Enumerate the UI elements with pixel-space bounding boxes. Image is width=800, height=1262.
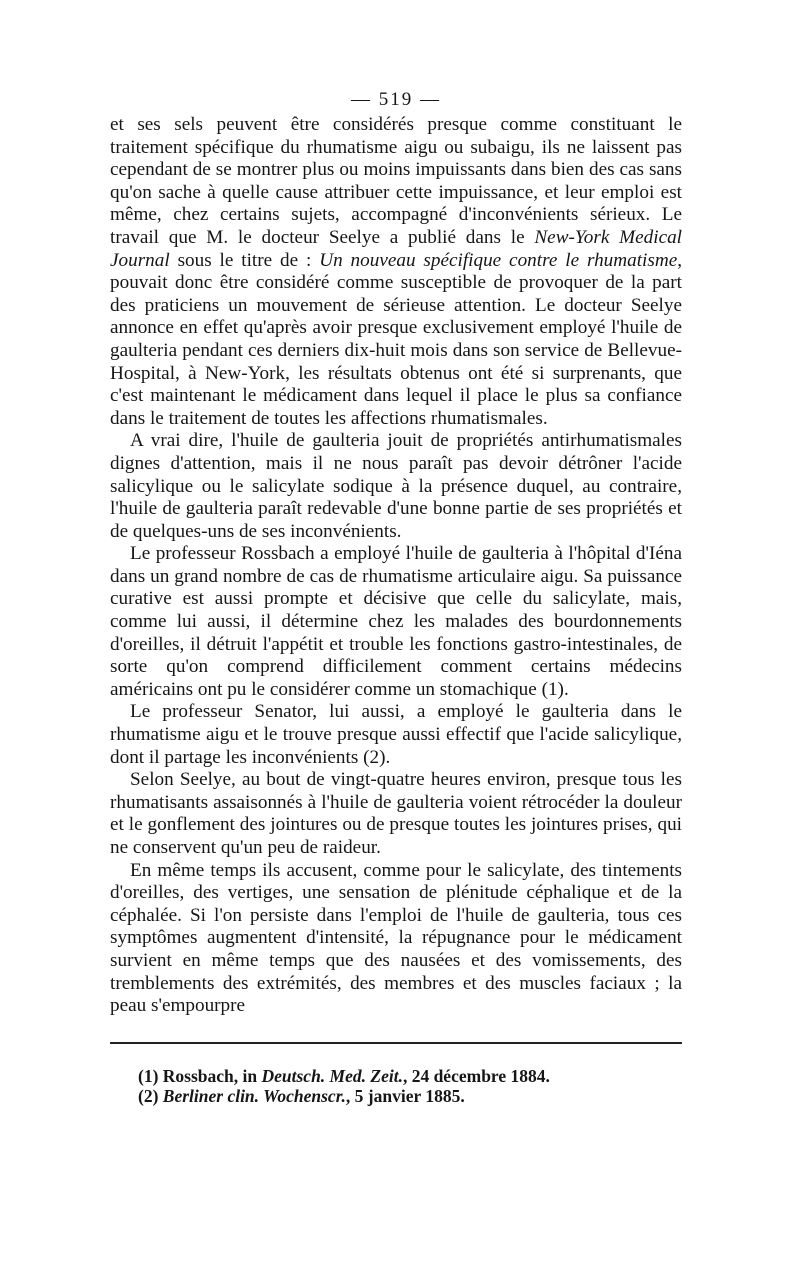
footnote-1 bbox=[138, 1066, 682, 1086]
journal-title: New-York Medical Journal bbox=[110, 226, 683, 271]
paragraph-5: Selon Seelye, au bout de vingt-quatre heures environ, presque tous les rhumatisants assaisonnés à l'huile de gaulteria voient rétrocéder la douleur et le gonflement des jointures ou de presque toutes les jointures prises, qui ne conservent qu'un peu de raideur. bbox=[110, 769, 682, 858]
footnote-2-date: , 5 janvier 1885. bbox=[345, 1085, 465, 1106]
document-page bbox=[110, 88, 682, 1106]
footnote-1-marker: (1) bbox=[138, 1065, 159, 1086]
body-text bbox=[110, 114, 682, 1018]
paragraph-1-text-c: , pouvait donc être considéré comme susceptible de provoquer de la part des praticiens un mouvement de sérieuse attention. Le docteur Seelye annonce en effet qu'après avoir presque exclusivement employé l'huile de gaulteria pendant ces derniers dix-huit mois dans son service de Bellevue-Hospital, à New-York, les résultats obtenus ont été si surprenants, que c'est maintenant le médicament dans lequel il place le plus sa confiance dans le traitement de toutes les affections rhumatismales. bbox=[110, 249, 683, 429]
paragraph-3: Le professeur Rossbach a employé l'huile de gaulteria à l'hôpital d'Iéna dans un grand nombre de cas de rhumatisme articulaire aigu. Sa puissance curative est aussi prompte et décisive que celle du salicylate, mais, comme lui aussi, il détermine chez les malades des bourdonnements d'oreilles, il détruit l'appétit et trouble les fonctions gastro-intestinales, de sorte qu'on comprend difficilement comment certains médecins américains ont pu le considérer comme un stomachique (1). bbox=[110, 543, 682, 700]
paragraph-1 bbox=[110, 114, 682, 430]
paragraph-2: A vrai dire, l'huile de gaulteria jouit de propriétés antirhumatismales dignes d'attention, mais il ne nous paraît pas devoir détrôner l'acide salicylique ou le salicylate sodique à la présence duquel, au contraire, l'huile de gaulteria paraît redevable d'une bonne partie de ses propriétés et de quelques-uns de ses inconvénients. bbox=[110, 430, 682, 542]
paragraph-1-text-b: sous le titre de : bbox=[169, 249, 320, 271]
paragraph-1-text-a: et ses sels peuvent être considérés presque comme constituant le traitement spécifique du rhumatisme aigu ou subaigu, ils ne laissent pas cependant de se montrer plus ou moins impuissants dans bien des cas sans qu'on sache à quelle cause attribuer cette impuissance, et leur emploi est même, chez certains sujets, accompagné d'inconvénients sérieux. Le travail que M. le docteur Seelye a publié dans le bbox=[110, 114, 682, 248]
page-number: — 519 — bbox=[351, 89, 441, 110]
paragraph-4: Le professeur Senator, lui aussi, a employé le gaulteria dans le rhumatisme aigu et le trouve presque aussi effectif que l'acide salicylique, dont il partage les inconvénients (2). bbox=[110, 701, 682, 768]
footnotes bbox=[110, 1066, 682, 1106]
footnote-2-marker: (2) bbox=[138, 1085, 159, 1106]
paragraph-6: En même temps ils accusent, comme pour le salicylate, des tintements d'oreilles, des vertiges, une sensation de plénitude céphalique et de la céphalée. Si l'on persiste dans l'emploi de l'huile de gaulteria, tous ces symptômes augmentent d'intensité, la répugnance pour le médicament survient en même temps que des nausées et des vomissements, des tremblements des extrémités, des membres et des muscles faciaux ; la peau s'empourpre bbox=[110, 859, 682, 1017]
footnote-divider bbox=[110, 1042, 682, 1044]
article-title: Un nouveau spécifique contre le rhumatisme bbox=[319, 249, 678, 271]
footnote-2 bbox=[138, 1086, 682, 1106]
footnote-2-journal: Berliner clin. Wochenscr. bbox=[162, 1085, 346, 1106]
footnote-1-journal: Deutsch. Med. Zeit. bbox=[261, 1065, 403, 1086]
footnote-1-author: Rossbach, in bbox=[162, 1065, 262, 1086]
footnote-1-date: , 24 décembre 1884. bbox=[402, 1065, 550, 1086]
